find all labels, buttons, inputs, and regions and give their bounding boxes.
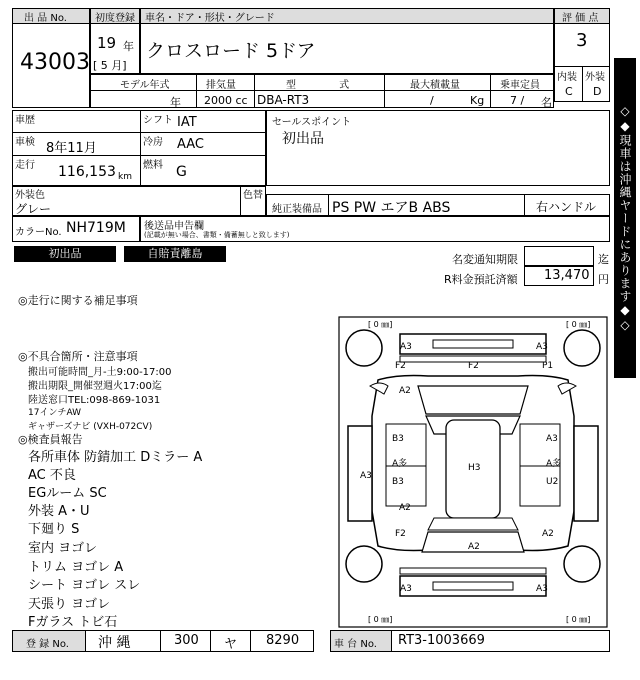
note-line: ギャザーズナビ (VXH-072CV) <box>28 422 153 432</box>
color-no-label: カラーNo. <box>15 227 62 238</box>
tire-label-rr: [ 0 ㎜] <box>566 615 591 624</box>
side-banner-text: ◇◆現車は沖縄ヤードにあります◆◇ <box>618 103 632 333</box>
ac-value: AAC <box>177 137 204 152</box>
grade-mid-divider <box>582 66 583 102</box>
first-listing-badge: 初出品 <box>14 246 116 262</box>
spec-v1 <box>196 74 197 108</box>
color-value: グレー <box>15 202 52 216</box>
chassis-label: 車 台 No. <box>334 639 377 650</box>
color-label: 外装色 <box>15 190 45 201</box>
mark-hood: F2 <box>468 361 479 371</box>
mark-roof: H3 <box>468 463 481 473</box>
model-code: DBA-RT3 <box>257 93 310 107</box>
front-grille <box>433 340 513 348</box>
mileage-value: 116,153 <box>58 164 116 180</box>
note-line: 陸送窓口TEL:098-869-1031 <box>28 395 161 406</box>
reg-no-label: 登 録 No. <box>26 639 69 650</box>
details-v1 <box>140 110 141 186</box>
mileage-unit: km <box>118 172 132 182</box>
exterior-label: 外装 <box>585 72 605 83</box>
reg-kana: ヤ <box>224 637 238 652</box>
lot-number: 43003 <box>20 50 90 75</box>
shift-value: IAT <box>177 115 197 130</box>
jibaiseki-badge: 自賠責離島 <box>124 246 226 262</box>
inspection-label: 車検 <box>15 137 35 148</box>
note-line: 17インチAW <box>28 408 82 418</box>
wheel-fl <box>346 330 382 366</box>
equipment-value: PS PW エアB ABS <box>332 200 451 216</box>
mark-right-rear-a: A2 <box>542 529 554 539</box>
spec-v4 <box>490 74 491 108</box>
footer-v1 <box>160 630 161 652</box>
equipment-label: 純正装備品 <box>272 204 322 215</box>
inspector-line: 各所車体 防錆加工 Dミラー A <box>28 450 203 465</box>
grade-value: 3 <box>576 30 588 51</box>
reg-region: 沖 縄 <box>98 635 131 651</box>
aftermarket-note: (記載が無い場合、書類・備蓄無しと致します) <box>144 231 290 239</box>
color-no-value: NH719M <box>66 220 126 236</box>
load-label: 最大積載量 <box>410 80 460 91</box>
tire-label-fr: [ 0 ㎜] <box>566 320 591 329</box>
mark-left-front-door: B3 <box>392 434 404 444</box>
ac-label: 冷房 <box>143 137 163 148</box>
tire-label-rl: [ 0 ㎜] <box>368 615 393 624</box>
equipment-v2 <box>524 194 525 216</box>
mark-right-rear-door-a: A多 <box>546 459 562 469</box>
load-slash: / <box>430 94 434 107</box>
transfer-unit: 迄 <box>598 253 609 266</box>
inspector-header: ◎検査員報告 <box>18 433 83 446</box>
inspector-line: 外装 A・U <box>28 504 90 519</box>
model-label: 型 式 <box>286 80 350 91</box>
color-v1 <box>240 186 241 216</box>
inspector-line: 下廻り S <box>28 522 80 537</box>
mark-right-front-door: A3 <box>546 434 558 444</box>
load-unit: Kg <box>470 94 485 107</box>
shift-label: シフト <box>143 115 173 126</box>
reg-class: 300 <box>174 633 199 648</box>
capacity-unit: 名 <box>541 96 552 109</box>
mark-left-rear-door-b: B3 <box>392 477 404 487</box>
spec-v3 <box>384 74 385 108</box>
fuel-value: G <box>176 164 187 180</box>
history-label: 車歴 <box>15 115 35 126</box>
hood <box>418 386 528 414</box>
mark-fender-right: P1 <box>542 361 554 371</box>
car-damage-diagram <box>338 316 608 628</box>
reg-number: 8290 <box>266 633 300 648</box>
footer-v3 <box>250 630 251 652</box>
wheel-rl <box>346 546 382 582</box>
mark-left-rear-f: F2 <box>395 529 406 539</box>
spec-v2 <box>254 74 255 108</box>
mark-front-bumper-right: A3 <box>536 342 548 352</box>
car-name: クロスロード 5ドア <box>146 40 316 62</box>
transfer-label: 名変通知期限 <box>452 253 518 266</box>
recycle-label: R料金預託済額 <box>444 273 518 286</box>
mark-rear-bumper-left: A3 <box>400 584 412 594</box>
driving-header: ◎走行に関する補足事項 <box>18 294 138 307</box>
model-year-unit: 年 <box>170 96 181 109</box>
grade-label: 評 価 点 <box>562 13 599 24</box>
fuel-label: 燃料 <box>143 160 163 171</box>
handle-value: 右ハンドル <box>536 200 597 214</box>
rear-bumper-upper <box>400 568 546 574</box>
reg-year-unit: 年 <box>123 40 134 53</box>
chassis-value: RT3-1003669 <box>398 633 485 648</box>
color-change-label: 色替 <box>243 190 263 201</box>
rear-plate <box>433 582 513 590</box>
mark-front-bumper-left: A3 <box>400 342 412 352</box>
inspector-line: AC 不良 <box>28 468 76 483</box>
mark-trunk: A2 <box>468 542 480 552</box>
mark-left-rear-a: A2 <box>399 503 411 513</box>
equipment-v1 <box>328 194 329 216</box>
inspector-line: Fガラス トビ石 <box>28 615 118 630</box>
car-name-label: 車名・ドア・形状・グレード <box>145 13 275 24</box>
footer-v2 <box>210 630 211 652</box>
mark-left-side: A3 <box>360 471 372 481</box>
rear-window <box>428 518 518 530</box>
inspector-line: トリム ヨゴレ A <box>28 560 124 575</box>
note-line: 搬出期限_開催翌週火17:00迄 <box>28 381 162 392</box>
mark-fender-left: F2 <box>395 361 406 371</box>
interior-label: 内装 <box>557 72 577 83</box>
inspector-line: シート ヨゴレ スレ <box>28 578 141 593</box>
recycle-unit: 円 <box>598 273 609 286</box>
exterior-grade: D <box>593 85 602 98</box>
inspector-line: EGルーム SC <box>28 486 107 501</box>
mark-left-front-a: A2 <box>399 386 411 396</box>
wheel-fr <box>564 330 600 366</box>
displacement-label: 排気量 <box>206 80 236 91</box>
transfer-value-box <box>524 246 594 266</box>
mark-left-rear-door-a: A多 <box>392 459 408 469</box>
inspector-line: 天張り ヨゴレ <box>28 597 111 612</box>
right-side-panel <box>574 426 598 521</box>
note-line: 搬出可能時間_月-土9:00-17:00 <box>28 367 172 378</box>
capacity: 7 / <box>510 94 525 107</box>
inspector-line: 室内 ヨゴレ <box>28 541 98 556</box>
model-year-label: モデル年式 <box>120 80 170 91</box>
interior-grade: C <box>565 85 573 98</box>
reg-year: 19 <box>97 34 117 52</box>
inspection-value: 8年11月 <box>46 141 97 156</box>
tire-label-fl: [ 0 ㎜] <box>368 320 393 329</box>
sales-point-label: セールスポイント <box>272 117 352 128</box>
aftermarket-label: 後送品申告欄 <box>144 221 204 232</box>
recycle-value: 13,470 <box>544 268 590 283</box>
mark-rear-bumper-right: A3 <box>536 584 548 594</box>
lot-label: 出 品 No. <box>24 13 67 24</box>
capacity-label: 乗車定員 <box>500 80 540 91</box>
reg-month: [ 5 月] <box>93 59 127 72</box>
reg-label: 初度登録 <box>95 13 135 24</box>
sales-point-value: 初出品 <box>282 131 324 147</box>
side-banner <box>614 58 636 378</box>
wheel-rr <box>564 546 600 582</box>
details-h1 <box>12 132 266 133</box>
mark-right-rear-door-b: U2 <box>546 477 559 487</box>
defects-header: ◎不具合箇所・注意事項 <box>18 350 138 363</box>
mileage-label: 走行 <box>15 160 35 171</box>
displacement: 2000 cc <box>204 94 248 107</box>
